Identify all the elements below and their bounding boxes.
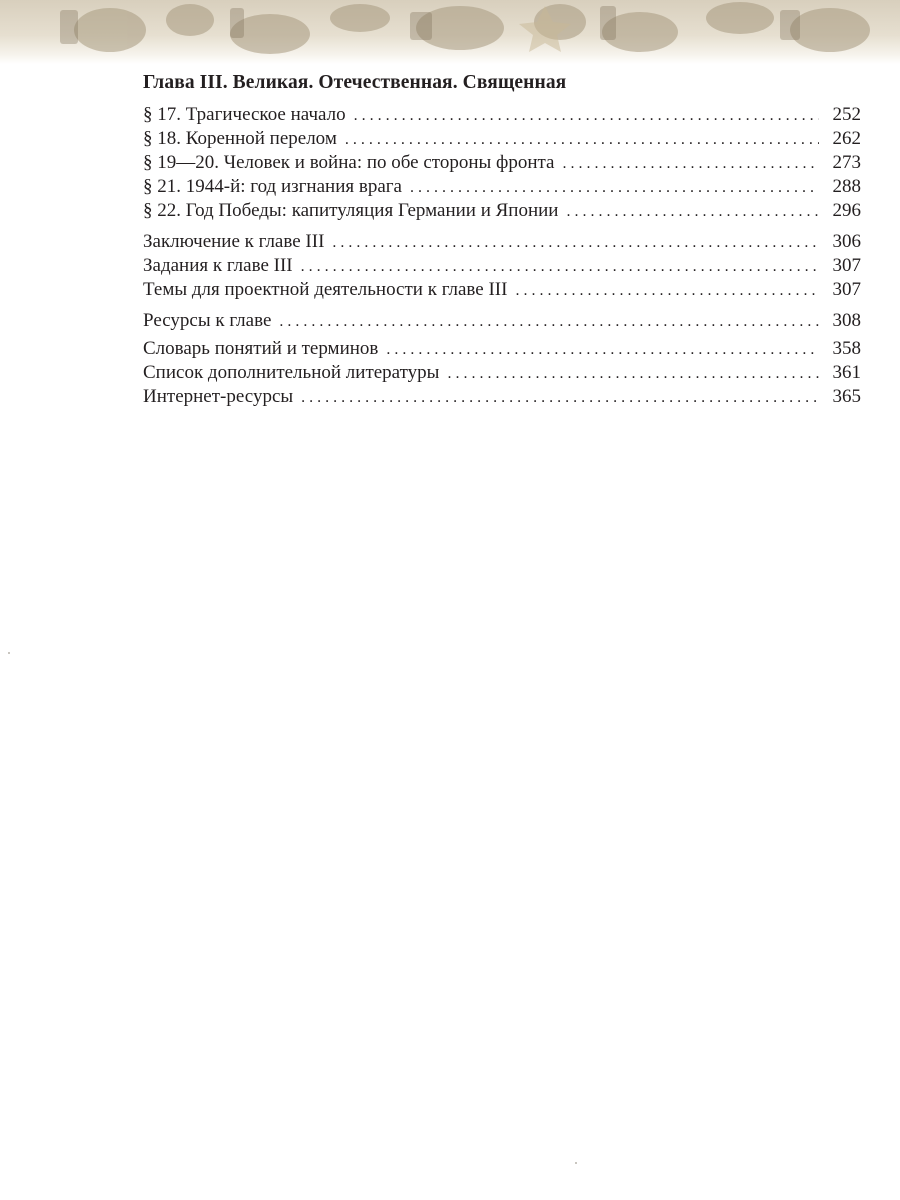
toc-entry-page: 288	[832, 176, 861, 197]
toc-entry-page: 358	[832, 338, 861, 359]
toc-entry-page: 308	[832, 310, 861, 331]
toc-entry-page: 306	[832, 231, 861, 252]
toc-entry[interactable]	[143, 278, 861, 302]
toc-entry-page: 307	[832, 279, 861, 300]
toc-entry[interactable]	[143, 385, 861, 409]
dot-leader	[301, 386, 819, 410]
toc-entry-page: 361	[832, 362, 861, 383]
toc-entry-page: 252	[832, 104, 861, 125]
toc-entry[interactable]	[143, 103, 861, 127]
toc-entry-label: Интернет-ресурсы	[143, 386, 294, 407]
toc-entry[interactable]	[143, 127, 861, 151]
toc-entry-label: Темы для проектной деятельности к главе III	[143, 279, 508, 300]
toc-entry-page: 296	[832, 200, 861, 221]
paper-speck	[575, 1162, 577, 1164]
toc-entry[interactable]	[143, 309, 861, 333]
toc-entry-label: § 18. Коренной перелом	[143, 128, 337, 149]
dot-leader	[354, 104, 819, 128]
toc-entry-page: 365	[832, 386, 861, 407]
chapter-title: Глава III. Великая. Отечественная. Священная	[143, 72, 567, 93]
toc-entry[interactable]	[143, 337, 861, 361]
toc-entry-label: § 22. Год Победы: капитуляция Германии и Японии	[143, 200, 559, 221]
toc-entry[interactable]	[143, 254, 861, 278]
dot-leader	[279, 310, 819, 334]
toc-entry[interactable]	[143, 175, 861, 199]
dot-leader	[301, 255, 819, 279]
toc-entry-page: 307	[832, 255, 861, 276]
toc-entry-page: 262	[832, 128, 861, 149]
decorative-header-banner	[0, 0, 900, 64]
dot-leader	[386, 338, 819, 362]
dot-leader	[345, 128, 819, 152]
dot-leader	[562, 152, 819, 176]
toc-entry-label: § 19—20. Человек и война: по обе стороны фронта	[143, 152, 555, 173]
dot-leader	[566, 200, 819, 224]
toc-entry-label: Заключение к главе III	[143, 231, 325, 252]
toc-entry[interactable]	[143, 361, 861, 385]
sepia-collage-illustration	[0, 0, 900, 64]
toc-entry-label: Список дополнительной литературы	[143, 362, 440, 383]
toc-entry-label: Ресурсы к главе	[143, 310, 272, 331]
toc-entry-page: 273	[832, 152, 861, 173]
toc-entry-label: § 21. 1944-й: год изгнания врага	[143, 176, 402, 197]
toc-entry-label: § 17. Трагическое начало	[143, 104, 346, 125]
toc-entry-label: Задания к главе III	[143, 255, 293, 276]
toc-entry-label: Словарь понятий и терминов	[143, 338, 379, 359]
toc-entry[interactable]	[143, 230, 861, 254]
table-of-contents	[143, 70, 861, 409]
paper-speck	[8, 652, 10, 654]
toc-entry[interactable]	[143, 199, 861, 223]
dot-leader	[410, 176, 819, 200]
dot-leader	[515, 279, 819, 303]
dot-leader	[447, 362, 819, 386]
toc-entry[interactable]	[143, 151, 861, 175]
dot-leader	[332, 231, 819, 255]
